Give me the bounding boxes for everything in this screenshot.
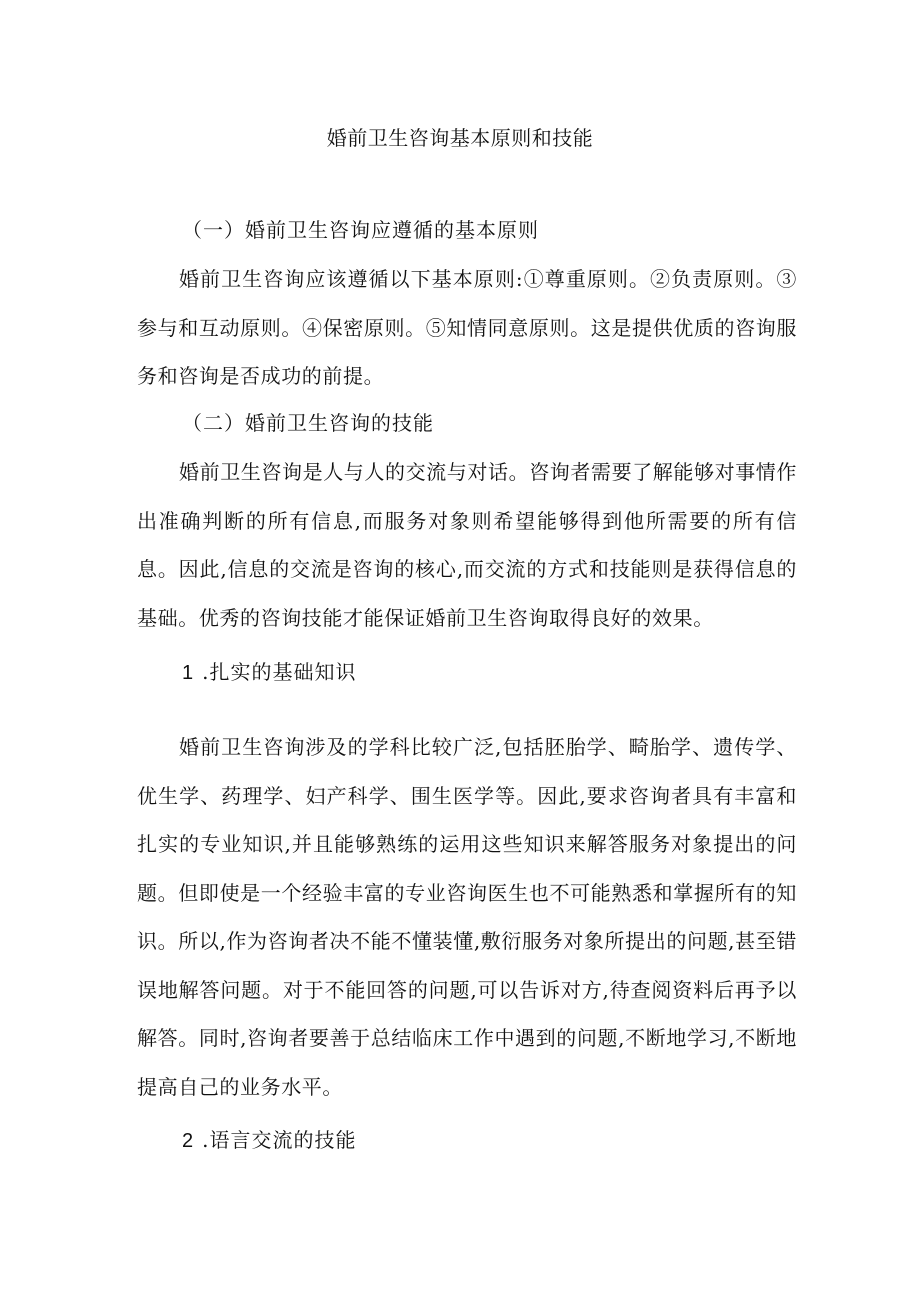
- subheading-language-skills: [182, 1128, 356, 1153]
- section-heading-principles: （一）婚前卫生咨询应遵循的基本原则: [182, 218, 539, 242]
- paragraph-basic-knowledge: 婚前卫生咨询涉及的学科比较广泛,包括胚胎学、畸胎学、遗传学、优生学、药理学、妇产科学、围生医学等。因此,要求咨询者具有丰富和扎实的专业知识,并且能够熟练的运用这些知识来解答服务对象提出的问题。但即使是一个经验丰富的专业咨询医生也不可能熟悉和掌握所有的知识。所以,作为咨询者决不能不懂装懂,敷衍服务对象所提出的问题,甚至错误地解答问题。对于不能回答的问题,可以告诉对方,待查阅资料后再予以解答。同时,咨询者要善于总结临床工作中遇到的问题,不断地学习,不断地提高自己的业务水平。: [137, 735, 797, 1099]
- subheading-text: .扎实的基础知识: [202, 660, 357, 684]
- paragraph-skills: 婚前卫生咨询是人与人的交流与对话。咨询者需要了解能够对事情作出准确判断的所有信息,而服务对象则希望能够得到他所需要的所有信息。因此,信息的交流是咨询的核心,而交流的方式和技能则是获得信息的基础。优秀的咨询技能才能保证婚前卫生咨询取得良好的效果。: [137, 460, 797, 630]
- subheading-text: .语言交流的技能: [202, 1128, 357, 1152]
- paragraph-principles: 婚前卫生咨询应该遵循以下基本原则:①尊重原则。②负责原则。③参与和互动原则。④保密原则。⑤知情同意原则。这是提供优质的咨询服务和咨询是否成功的前提。: [137, 267, 797, 388]
- subheading-number: 2: [182, 1130, 195, 1152]
- subheading-number: 1: [182, 662, 195, 684]
- subheading-basic-knowledge: [182, 660, 356, 685]
- section-heading-skills: （二）婚前卫生咨询的技能: [182, 411, 434, 435]
- document-title: 婚前卫生咨询基本原则和技能: [326, 126, 594, 150]
